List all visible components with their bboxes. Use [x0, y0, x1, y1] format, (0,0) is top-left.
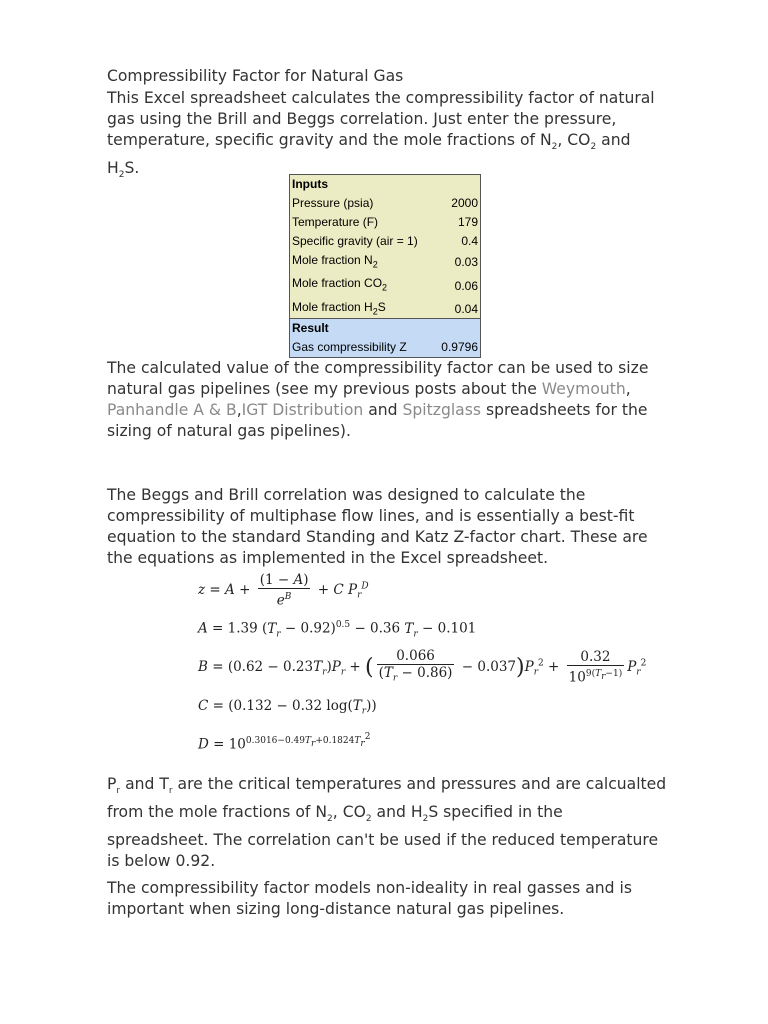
inputs-header: Inputs [292, 177, 328, 191]
equation-a: A = 1.39 $(T_r - 0.92)^{0.5} - 0.36$ $T_r - 0.101$ [198, 620, 477, 640]
table-row: Specific gravity (air = 1) 0.4 [292, 234, 478, 248]
non-ideality-paragraph: The compressibility factor models non-ideality in real gasses and is important when sizing long-distance natural gas pipelines. [107, 879, 632, 918]
table-row: Gas compressibility Z 0.9796 [292, 340, 478, 354]
equation-c: C = (0.132 − 0.32 $\log(T_r)$) [198, 698, 377, 717]
table-row: Mole fraction $H_2S$ 0.04 [292, 299, 478, 317]
result-table [289, 318, 481, 358]
equation-z: z = A + $\frac{(1 - A)}{e^B}$ + C $P_r^D$ [198, 572, 369, 609]
spitzglass-link[interactable]: Spitzglass [402, 401, 481, 419]
critical-properties-paragraph: $P_r$ and $T_r$ are the critical temperatures and pressures and are calcualted from the mole fractions of $N_2$, $CO_2$ and $H_2S$ specified in the spreadsheet. The correlation can't be used if the reduced temperature is below 0.92. [107, 775, 667, 871]
beggs-brill-paragraph: The Beggs and Brill correlation was designed to calculate the compressibility of multiphase flow lines, and is essentially a best-fit equation to the standard Standing and Katz Z-factor chart. These are the equations as implemented in the Excel spreadsheet. [107, 486, 648, 567]
inputs-table [289, 174, 481, 322]
table-row: Temperature (F) 179 [292, 215, 478, 229]
pipelines-paragraph: The calculated value of the compressibility factor can be used to size natural gas pipelines (see my previous posts about the Weymouth, Panhandle A & B,IGT Distribution and Spitzglass spreadsheets for the sizing of natural gas pipelines). [107, 359, 649, 440]
result-header: Result [292, 321, 329, 335]
page-title: Compressibility Factor for Natural Gas [107, 67, 404, 85]
equation-d: $D = 10^{0.3016-0.49T_r+0.1824T_r^2}$ [198, 732, 371, 753]
panhandle-link[interactable]: Panhandle A & B [107, 401, 237, 419]
igt-distribution-link[interactable]: IGT Distribution [241, 401, 364, 419]
intro-paragraph: This Excel spreadsheet calculates the compressibility factor of natural gas using the Brill and Beggs correlation. Just enter the pressure, temperature, specific gravity and the mole fractions of $N_2$, $CO_2$ and $H_2S$. [107, 89, 655, 181]
table-row: Mole fraction $N_2$ 0.03 [292, 253, 478, 270]
equation-b: $B = (0.62 - 0.23T_r)P_r$ + ( $\frac{0.066}{(T_r - 0.86)}$ − $0.037)P_r^2$ + $\frac{0.32}{10^{9(T_r-1)}}$ $P_r^2$ [198, 648, 647, 686]
weymouth-link[interactable]: Weymouth [541, 380, 626, 398]
table-row: Pressure (psia) 2000 [292, 196, 478, 210]
table-row: Mole fraction $CO_2$ 0.06 [292, 276, 478, 293]
